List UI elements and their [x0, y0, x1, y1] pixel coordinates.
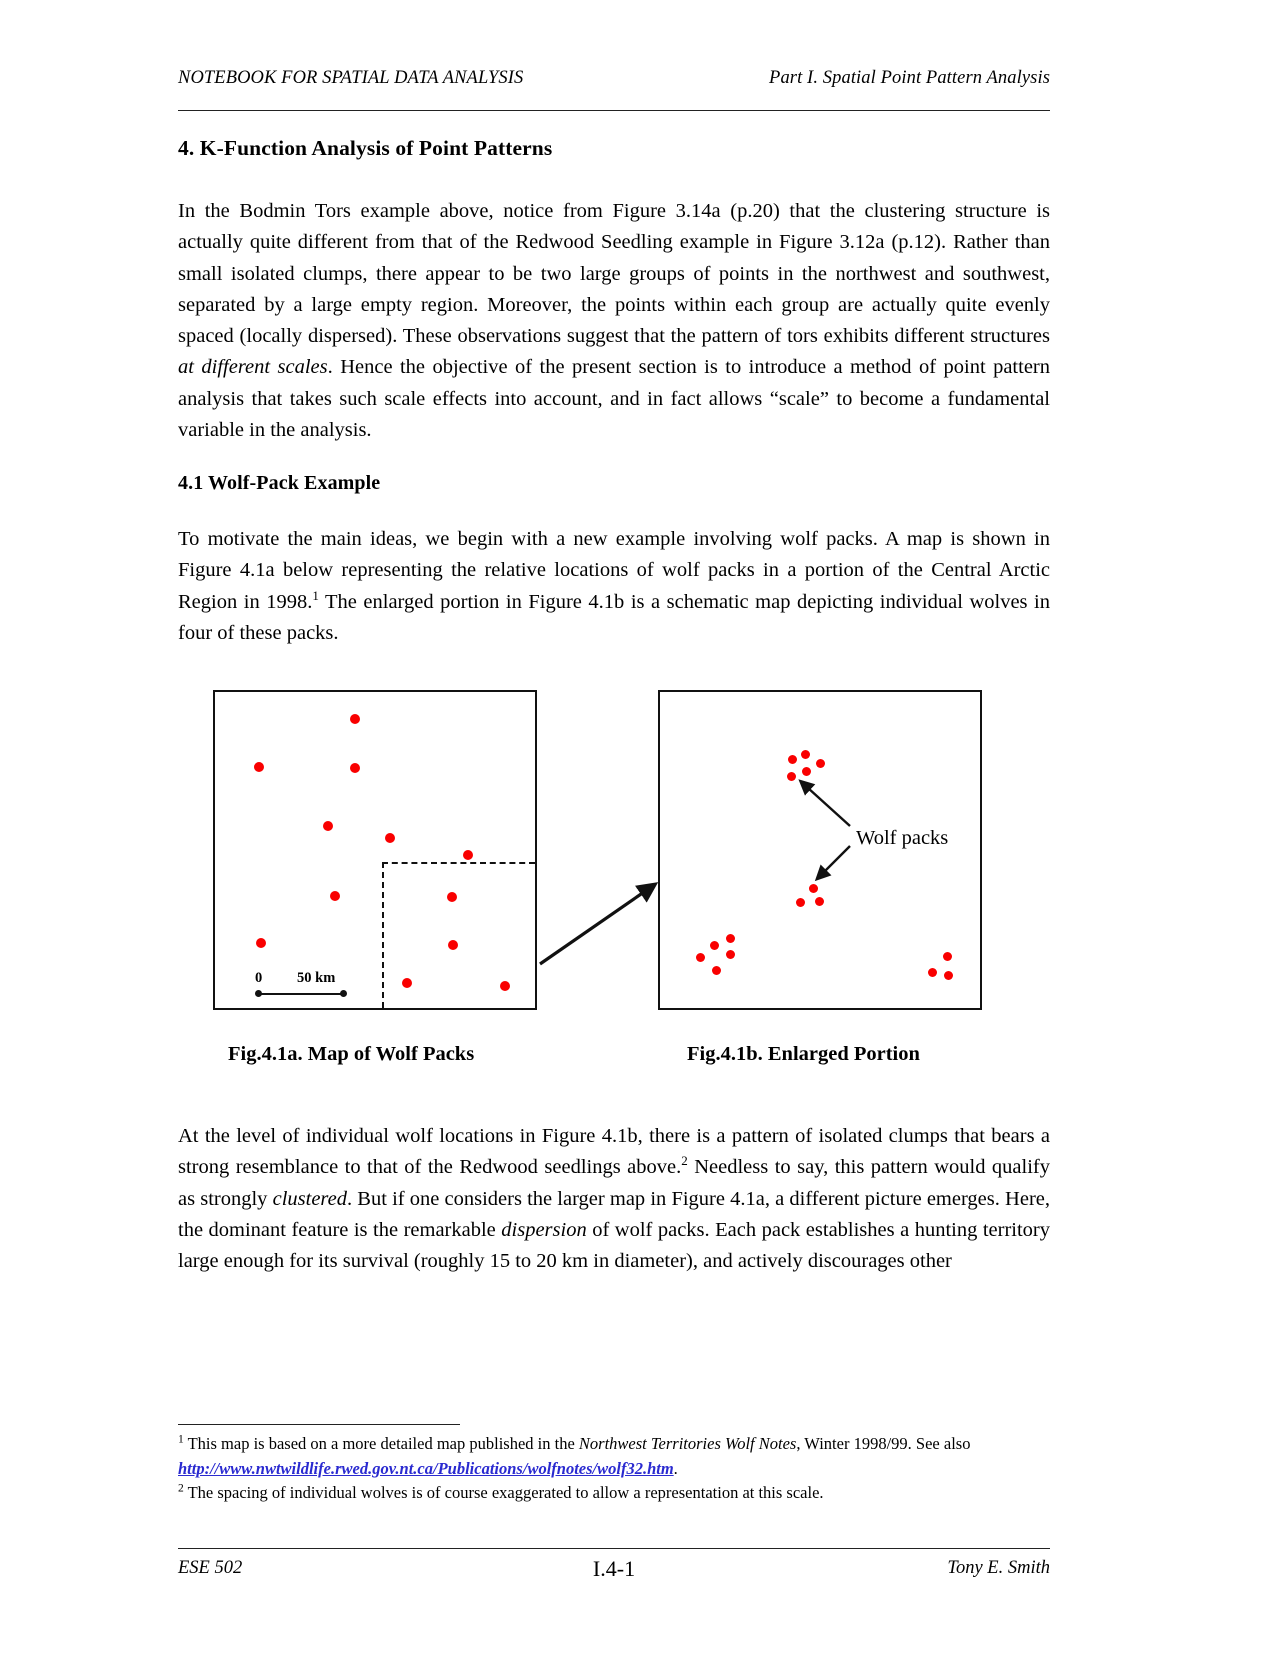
- footnote-1-marker: 1: [178, 1433, 184, 1446]
- wolf-pack-point: [330, 891, 340, 901]
- paragraph-wolfpack-part-b: The enlarged portion in Figure 4.1b is a schematic map depicting individual wolves in four of these packs.: [178, 590, 1050, 644]
- wolf-packs-label: Wolf packs: [856, 827, 949, 849]
- footer-page-number: I.4-1: [592, 1556, 636, 1581]
- wolf-pack-point: [323, 821, 333, 831]
- paragraph-after-emphasis-dispersion: dispersion: [501, 1218, 587, 1241]
- wolf-pack-point: [254, 762, 264, 772]
- wolf-point-cluster-middle: [796, 898, 805, 907]
- footnote-1-text-c: .: [673, 1458, 678, 1478]
- paragraph-intro-part-a: In the Bodmin Tors example above, notice from Figure 3.14a (p.20) that the clustering structure is actually quite different from that of the Redwood Seedling example in Figure 3.12a (p.12). Rather than small isolated clumps, there appear to be two large groups of points in the northwest and southwest, separated by a large empty region. Moreover, the points within each group are actually quite evenly spaced (locally dispersed). These observations suggest that the pattern of tors exhibits different structures: [178, 200, 1050, 348]
- zoom-connector-arrow-svg: [536, 880, 660, 970]
- subsection-heading: 4.1 Wolf-Pack Example: [178, 472, 381, 494]
- footnote-1-title: Northwest Territories Wolf Notes: [578, 1434, 797, 1453]
- header-rule: [178, 110, 1050, 111]
- wolf-pack-point: [385, 833, 395, 843]
- wolf-pack-point: [256, 938, 266, 948]
- paragraph-after-part-d: of wolf packs. Each pack establishes a hunting territory large enough for its survival (roughly 15 to 20 km in diameter), and actively discourages other: [178, 1218, 1051, 1273]
- wolf-point-cluster-top: [816, 759, 825, 768]
- footnote-block: [178, 1432, 1050, 1506]
- wolf-point-cluster-lower-right: [943, 952, 952, 961]
- figure-4-1a-map: [213, 690, 537, 1010]
- figure-group: [178, 680, 1050, 1100]
- wolf-point-cluster-lower-left: [696, 953, 705, 962]
- running-head: [178, 68, 1050, 89]
- footer-author: Tony E. Smith: [947, 1558, 1050, 1578]
- footnote-ref-2[interactable]: 2: [681, 1153, 688, 1169]
- footnote-1-text-a: This map is based on a more detailed map published in the: [183, 1434, 579, 1453]
- wolf-pack-point: [447, 892, 457, 902]
- footnote-2-text: The spacing of individual wolves is of course exaggerated to allow a representation at this scale.: [183, 1483, 824, 1502]
- paragraph-after-part-a: At the level of individual wolf locations in Figure 4.1b, there is a pattern of isolated clumps that bears a strong resemblance to that of the Redwood seedlings above.: [178, 1125, 1050, 1179]
- paragraph-after-part-c: . But if one considers the larger map in Figure 4.1a, a different picture emerges. Here, the dominant feature is the remarkable: [178, 1187, 1051, 1241]
- page-footer: [178, 1558, 1050, 1579]
- wolf-pack-callout-arrows: [660, 692, 980, 1008]
- paragraph-after-part-b: Needless to say, this pattern would qualify as strongly: [178, 1156, 1050, 1210]
- paragraph-intro: [178, 196, 1050, 446]
- wolf-point-cluster-lower-right: [928, 968, 937, 977]
- footnote-1: [178, 1432, 1050, 1481]
- figure-caption-4-1a: Fig.4.1a. Map of Wolf Packs: [228, 1043, 475, 1065]
- scale-bar-distance-label: 50 km: [297, 970, 336, 986]
- wolf-pack-point: [448, 940, 458, 950]
- wolf-point-cluster-lower-left: [726, 950, 735, 959]
- wolf-point-cluster-top: [802, 767, 811, 776]
- scale-bar: [255, 970, 347, 998]
- paragraph-wolfpack: [178, 524, 1050, 649]
- footnote-separator-rule: [178, 1424, 460, 1425]
- scale-bar-labels: [255, 970, 347, 987]
- wolf-pack-point: [500, 981, 510, 991]
- footnote-2-marker: 2: [178, 1482, 184, 1495]
- wolf-point-cluster-lower-left: [726, 934, 735, 943]
- footnote-2: [178, 1481, 1050, 1506]
- running-head-left: NOTEBOOK FOR SPATIAL DATA ANALYSIS: [178, 68, 524, 88]
- wolf-pack-point: [350, 714, 360, 724]
- figure-4-1b-enlarged: [658, 690, 982, 1010]
- footnote-1-text-b: , Winter 1998/99. See also: [796, 1434, 971, 1453]
- running-head-right: Part I. Spatial Point Pattern Analysis: [769, 68, 1050, 88]
- wolf-point-cluster-middle: [815, 897, 824, 906]
- wolf-pack-point: [463, 850, 473, 860]
- scale-bar-right-cap: [340, 990, 347, 997]
- scale-bar-zero-label: 0: [255, 970, 263, 986]
- wolf-point-cluster-lower-right: [944, 971, 953, 980]
- footer-rule: [178, 1548, 1050, 1549]
- paragraph-intro-emphasis: at different scales: [178, 356, 328, 379]
- paragraph-after-figures: [178, 1121, 1050, 1277]
- footnote-1-link[interactable]: http://www.nwtwildlife.rwed.gov.nt.ca/Publications/wolfnotes/wolf32.htm: [178, 1458, 674, 1478]
- wolf-point-cluster-lower-left: [712, 966, 721, 975]
- scale-bar-rule: [258, 993, 344, 995]
- paragraph-intro-part-b: . Hence the objective of the present section is to introduce a method of point pattern analysis that takes such scale effects into account, and in fact allows “scale” to become a fundamental variable in the analysis.: [178, 356, 1050, 442]
- paragraph-wolfpack-part-a: To motivate the main ideas, we begin with a new example involving wolf packs. A map is shown in Figure 4.1a below representing the relative locations of wolf packs in a portion of the Central Arctic Region in 1998.: [178, 528, 1050, 613]
- footnote-ref-1[interactable]: 1: [312, 587, 319, 603]
- zoom-connector-arrow: [536, 880, 660, 970]
- wolf-point-cluster-top: [787, 772, 796, 781]
- figure-caption-4-1b: Fig.4.1b. Enlarged Portion: [687, 1043, 920, 1065]
- wolf-point-cluster-middle: [809, 884, 818, 893]
- wolf-point-cluster-top: [788, 755, 797, 764]
- section-heading: 4. K-Function Analysis of Point Patterns: [178, 136, 553, 160]
- paragraph-after-emphasis-clustered: clustered: [272, 1187, 347, 1210]
- wolf-point-cluster-top: [801, 750, 810, 759]
- wolf-pack-point: [402, 978, 412, 988]
- wolf-point-cluster-lower-left: [710, 941, 719, 950]
- wolf-pack-point: [350, 763, 360, 773]
- scale-bar-line: [255, 990, 347, 998]
- footer-course-code: ESE 502: [178, 1558, 243, 1578]
